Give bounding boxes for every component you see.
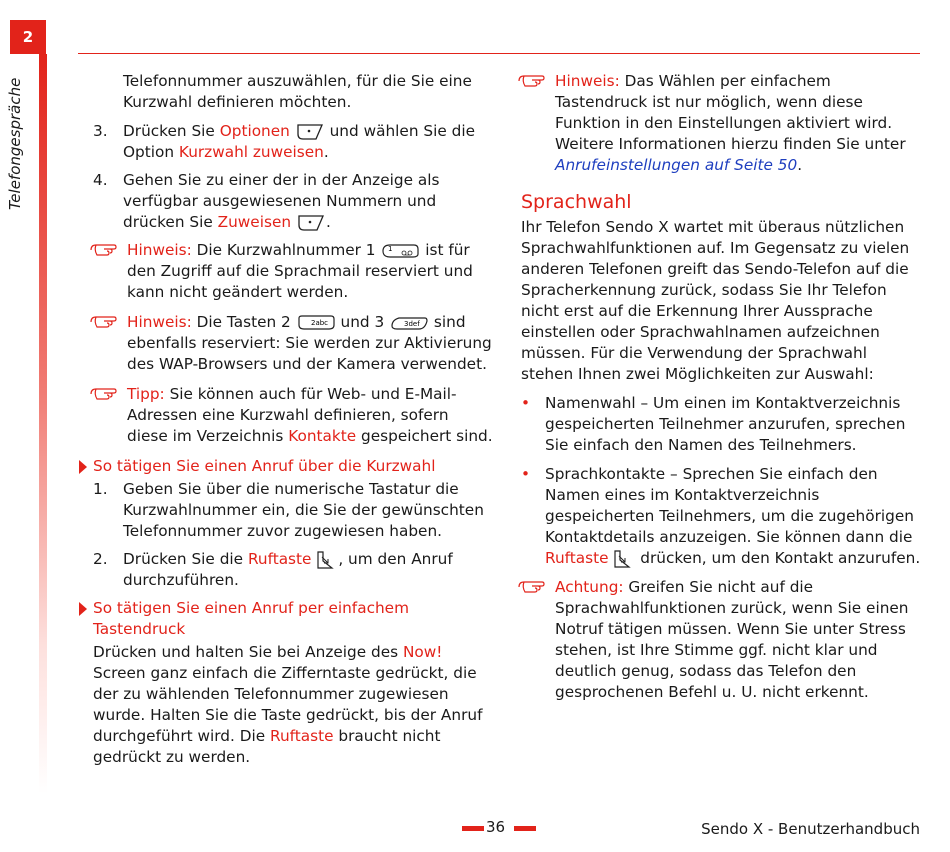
procedure-heading-onetouch xyxy=(93,598,493,640)
call-key-icon xyxy=(613,549,635,569)
triangle-bullet-icon xyxy=(79,602,87,616)
step-number: 3. xyxy=(93,122,108,140)
call-settings-link[interactable]: Anrufeinstellungen auf Seite 50 xyxy=(555,156,798,174)
paragraph-text: Screen ganz einfach die Zifferntaste gedrückt, die der zu wählenden Telefonnummer zugewiesen wurde. Halten Sie die Taste gedrückt, bis der Anruf durchgeführt wird. Die xyxy=(93,664,483,745)
call-key-label: Ruftaste xyxy=(270,727,334,745)
svg-text:1: 1 xyxy=(388,244,393,253)
footer-bar-left xyxy=(462,826,484,831)
voicedial-intro: Ihr Telefon Sendo X wartet mit überaus nützlichen Sprachwahlfunktionen auf. Im Gegensatz zu vielen anderen Telefonen greift das Sendo-Telefon auf die Spracherkennung zurück, sodass Sie Ihr Telefon nicht erst auf die Erkennung Ihrer Aussprache einstellen oder Sprachwahlnamen aufzeichnen müssen. Für die Verwendung der Sprachwahl stehen Ihnen zwei Möglichkeiten zur Auswahl: xyxy=(521,218,910,383)
step-3 xyxy=(93,121,493,163)
warning-emergency xyxy=(521,577,921,703)
assign-speeddial-option: Kurzwahl zuweisen xyxy=(178,143,324,161)
tip-label: Tipp: xyxy=(127,385,165,403)
bullet-dot: • xyxy=(521,394,531,412)
softkey-left-icon xyxy=(295,123,325,141)
footer-title: Sendo X - Benutzerhandbuch xyxy=(701,820,920,838)
bullet-text: Sprachkontakte – Sprechen Sie einfach den Namen eines im Kontaktverzeichnis gespeicherten Teilnehmers, um die zugehörigen Kontaktdetails anzuzeigen. Sie können dann die xyxy=(545,465,914,546)
note-label: Hinweis: xyxy=(127,313,192,331)
step-text: , um den Anruf durchzuführen. xyxy=(123,550,453,589)
pointing-hand-icon xyxy=(517,578,547,596)
step-text: . xyxy=(323,143,329,161)
bullet-text: drücken, um den Kontakt anzurufen. xyxy=(635,549,921,567)
note-text: sind ebenfalls reserviert: Sie werden zur Aktivierung des WAP-Browsers und der Kamera verwendet. xyxy=(127,313,492,373)
key-2-icon xyxy=(296,314,336,332)
note-text: und 3 xyxy=(335,313,390,331)
procedure-heading-speeddial xyxy=(93,456,493,477)
call-key-label: Ruftaste xyxy=(247,550,312,568)
contacts-link: Kontakte xyxy=(288,427,357,445)
step-text: Geben Sie über die numerische Tastatur die Kurzwahlnummer ein, die Sie der gewünschten Telefonnummer zuvor zugewiesen haben. xyxy=(123,480,484,540)
tip-text: gespeichert sind. xyxy=(356,427,493,445)
header-rule xyxy=(78,53,920,54)
note-text: Die Kurzwahlnummer 1 xyxy=(191,241,381,259)
softkey-left-icon xyxy=(296,214,326,232)
note-voicemail xyxy=(93,240,493,303)
step-text: Drücken Sie die xyxy=(123,550,248,568)
proc1-step-1 xyxy=(93,479,493,542)
bullet-dot: • xyxy=(521,465,531,483)
step-number: 2. xyxy=(93,550,108,568)
proc1-step-2 xyxy=(93,549,493,591)
onetouch-instructions xyxy=(93,642,493,768)
bullet-text: Namenwahl – Um einen im Kontaktverzeichnis gespeicherten Teilnehmer anzurufen, sprechen Sie einfach den Namen des Teilnehmers. xyxy=(545,394,906,454)
step-continuation: Telefonnummer auszuwählen, für die Sie eine Kurzwahl definieren möchten. xyxy=(123,72,472,111)
procedure-title: So tätigen Sie einen Anruf per einfachem Tastendruck xyxy=(93,599,409,638)
step-4 xyxy=(93,170,493,233)
step-number: 1. xyxy=(93,480,108,498)
pointing-hand-icon xyxy=(89,313,119,331)
call-key-icon xyxy=(316,550,338,570)
options-softkey-label: Optionen xyxy=(219,122,290,140)
key-1-icon xyxy=(380,242,420,260)
warning-label: Achtung: xyxy=(555,578,624,596)
note-text: . xyxy=(797,156,803,174)
left-column xyxy=(93,71,493,776)
note-reserved-keys xyxy=(93,312,493,375)
chapter-number-badge xyxy=(10,20,46,54)
chapter-title: Telefongespräche xyxy=(6,77,24,210)
tip-web-email xyxy=(93,384,493,447)
paragraph-text: Drücken und halten Sie bei Anzeige des xyxy=(93,643,403,661)
chapter-side-bar xyxy=(39,54,47,794)
section-heading-voicedial: Sprachwahl xyxy=(521,191,632,213)
triangle-bullet-icon xyxy=(79,460,87,474)
step-number: 4. xyxy=(93,171,108,189)
step-text: Drücken Sie xyxy=(123,122,220,140)
chapter-title-container xyxy=(6,77,36,211)
pointing-hand-icon xyxy=(89,241,119,259)
note-text: Das Wählen per einfachem Tastendruck ist nur möglich, wenn diese Funktion in den Einstellungen aktiviert wird. Weitere Informationen hierzu finden Sie unter xyxy=(555,72,906,153)
key-3-icon xyxy=(389,314,429,332)
warning-text: Greifen Sie nicht auf die Sprachwahlfunktionen zurück, wenn Sie einen Notruf tätigen müssen. Wenn Sie unter Stress stehen, ist Ihre Stimme ggf. nicht klar und deutlich genug, sodass das Telefon den gesprochenen Befehl u. U. nicht erkennt. xyxy=(555,578,909,701)
note-text: Die Tasten 2 xyxy=(191,313,296,331)
assign-softkey-label: Zuweisen xyxy=(217,213,292,231)
step-text: Gehen Sie zu einer der in der Anzeige als verfügbar ausgewiesenen Nummern und drücken Sie xyxy=(123,171,440,231)
step-text: . xyxy=(325,213,331,231)
paragraph-text: braucht nicht gedrückt zu werden. xyxy=(93,727,441,766)
step-text: und wählen Sie die Option xyxy=(123,122,475,161)
note-text: ist für den Zugriff auf die Sprachmail reserviert und kann nicht geändert werden. xyxy=(127,241,473,301)
bullet-name-dial xyxy=(521,393,921,456)
now-screen-label: Now! xyxy=(402,643,443,661)
svg-text:2abc: 2abc xyxy=(310,318,328,327)
note-label: Hinweis: xyxy=(127,241,192,259)
pointing-hand-icon xyxy=(89,385,119,403)
call-key-label: Ruftaste xyxy=(545,549,609,567)
note-onetouch-settings xyxy=(521,71,921,176)
footer-bar-right xyxy=(514,826,536,831)
chapter-number: 2 xyxy=(22,28,34,46)
procedure-title: So tätigen Sie einen Anruf über die Kurzwahl xyxy=(93,457,436,475)
page-number: 36 xyxy=(486,818,506,836)
svg-text:3def: 3def xyxy=(404,319,420,328)
note-label: Hinweis: xyxy=(555,72,620,90)
pointing-hand-icon xyxy=(517,72,547,90)
right-column xyxy=(521,71,921,712)
tip-text: Sie können auch für Web- und E-Mail-Adressen eine Kurzwahl definieren, sofern diese im Verzeichnis xyxy=(127,385,457,445)
bullet-voice-contacts xyxy=(521,464,921,569)
